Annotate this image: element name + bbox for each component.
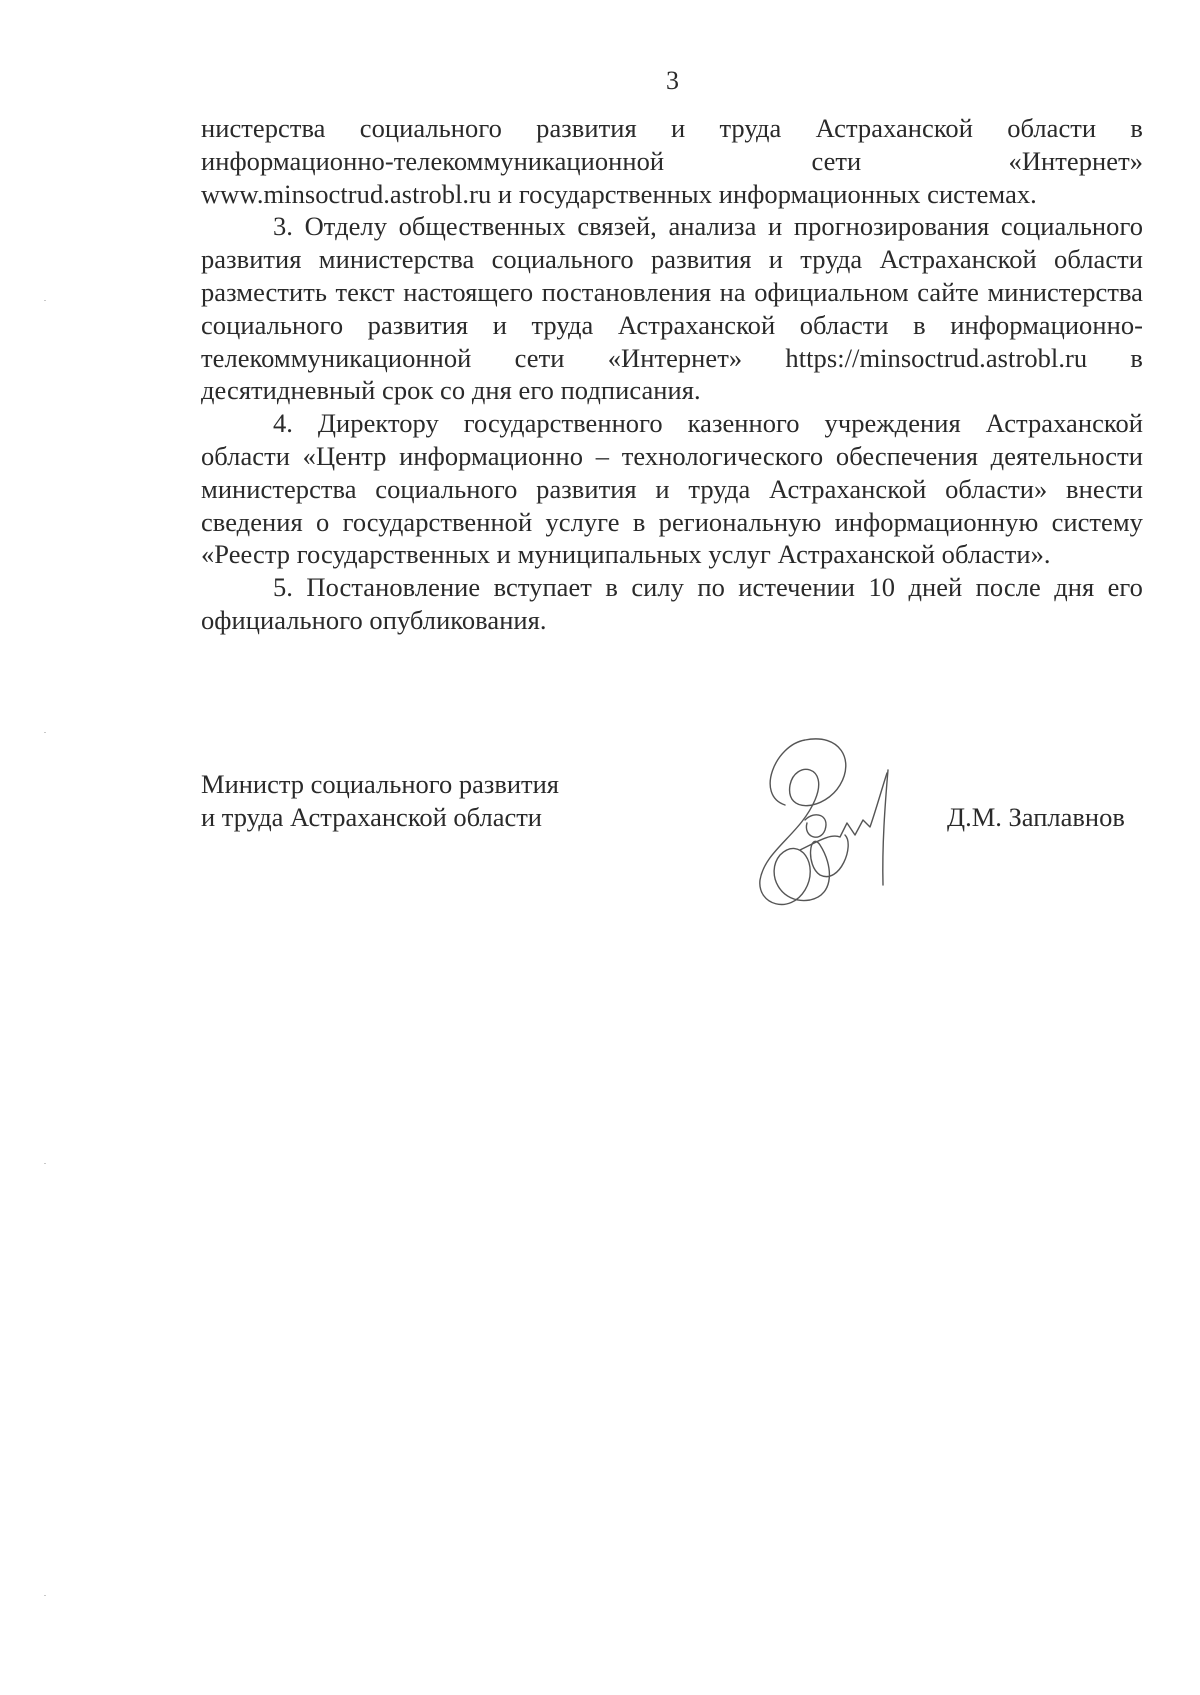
signature-stroke-main [760, 739, 848, 905]
scan-margin-mark [44, 732, 46, 733]
signature-stroke-vertical [883, 770, 888, 885]
paragraph-item-5: 5. Постановление вступает в силу по истечении 10 дней после дня его официального опубликования. [201, 572, 1143, 635]
signatory-position-line-1: Министр социального развития [201, 769, 559, 799]
signature-stroke-tail [800, 773, 887, 850]
signature-stroke-loop [805, 815, 826, 837]
paragraph-item-4: 4. Директору государственного казенного учреждения Астраханской области «Центр информационно – технологического обеспечения деятельности министерства социального развития и труда Астраханской области» внести сведения о государственной услуге в региональную информационную систему «Реестр государственных и муниципальных услуг Астраханской области». [201, 408, 1143, 570]
signatory-position-line-2: и труда Астраханской области [201, 802, 542, 832]
paragraph-continuation: нистерства социального развития и труда Астраханской области в информационно-телекоммуникационной сети «Интернет» www.minsoctrud.astrobl.ru и государственных информационных системах. [201, 113, 1143, 209]
signatory-position [201, 768, 559, 834]
document-body [201, 112, 1143, 637]
page-number: 3 [666, 66, 679, 95]
scan-margin-mark [44, 1163, 46, 1164]
handwritten-signature [745, 725, 920, 935]
signatory-name: Д.М. Заплавнов [947, 802, 1125, 832]
paragraph-item-3: 3. Отделу общественных связей, анализа и прогнозирования социального развития министерства социального развития и труда Астраханской области разместить текст настоящего постановления на официальном сайте министерства социального развития и труда Астраханской области в информационно-телекоммуникационной сети «Интернет» https://minsoctrud.astrobl.ru в десятидневный срок со дня его подписания. [201, 211, 1143, 406]
scan-margin-mark [44, 300, 46, 301]
scan-margin-mark [44, 1595, 46, 1596]
